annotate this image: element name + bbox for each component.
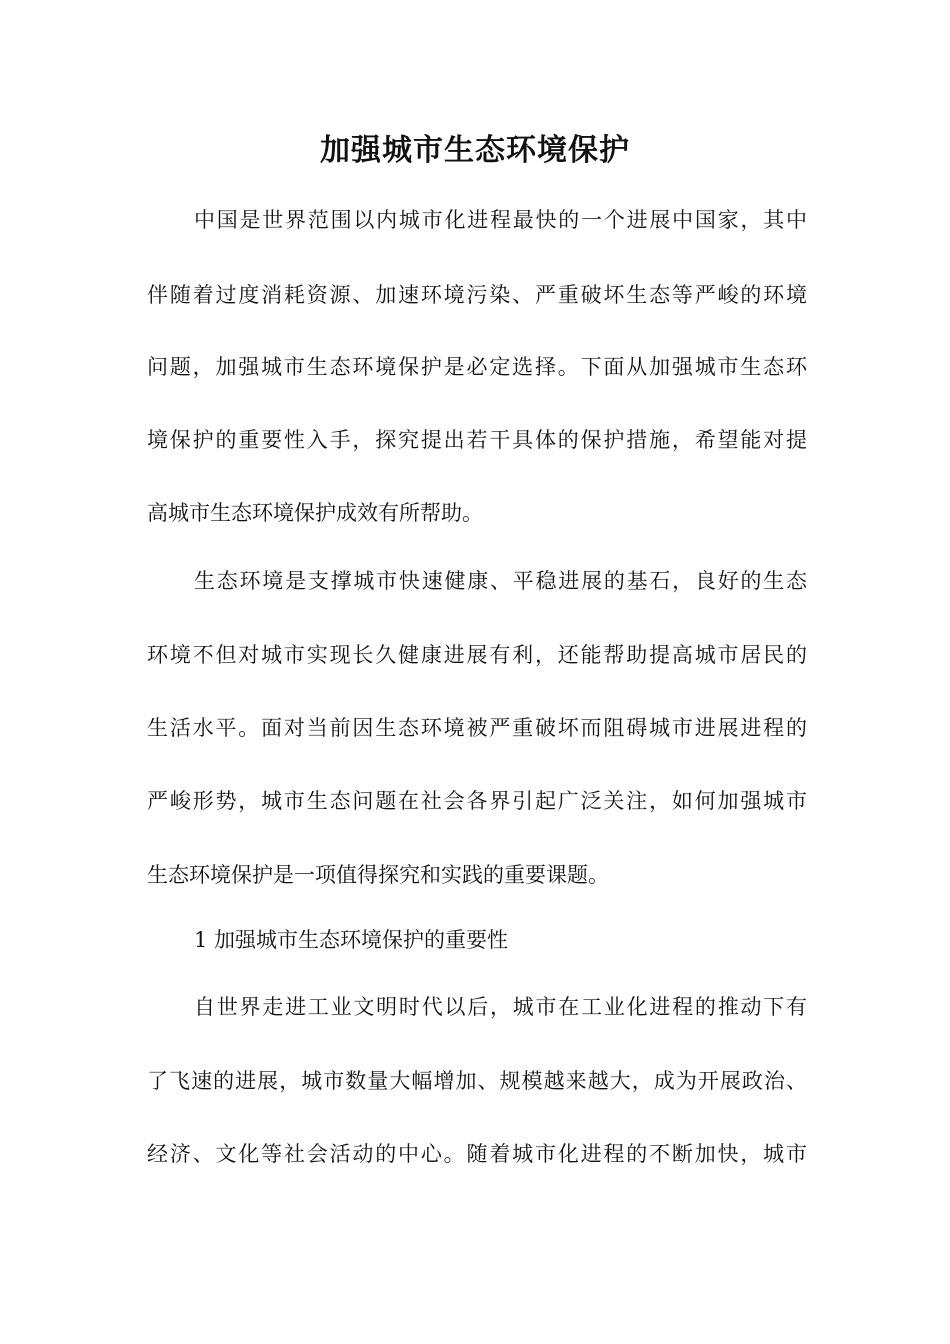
paragraph-2-line-3: 生活水平。面对当前因生态环境被严重破坏而阻碍城市进展进程的 [147, 716, 807, 740]
paragraph-2-line-2: 环境不但对城市实现长久健康进展有利，还能帮助提高城市居民的 [147, 643, 807, 667]
paragraph-2-line-5: 生态环境保护是一项值得探究和实践的重要课题。 [147, 863, 609, 887]
paragraph-1-line-1: 中国是世界范围以内城市化进程最快的一个进展中国家，其中 [194, 208, 807, 232]
paragraph-3-line-3: 经济、文化等社会活动的中心。随着城市化进程的不断加快，城市 [147, 1142, 807, 1166]
paragraph-3-line-1: 自世界走进工业文明时代以后，城市在工业化进程的推动下有 [194, 995, 807, 1019]
section-heading-1: 1 加强城市生态环境保护的重要性 [194, 928, 509, 952]
paragraph-1-line-3: 问题，加强城市生态环境保护是必定选择。下面从加强城市生态环 [147, 355, 807, 379]
paragraph-1-line-2: 伴随着过度消耗资源、加速环境污染、严重破坏生态等严峻的环境 [147, 283, 807, 307]
paragraph-1-line-4: 境保护的重要性入手，探究提出若干具体的保护措施，希望能对提 [147, 428, 807, 452]
paragraph-2-line-4: 严峻形势，城市生态问题在社会各界引起广泛关注，如何加强城市 [147, 789, 807, 813]
paragraph-3-line-2: 了飞速的进展，城市数量大幅增加、规模越来越大，成为开展政治、 [147, 1069, 807, 1093]
document-title: 加强城市生态环境保护 [320, 133, 630, 168]
paragraph-2-line-1: 生态环境是支撑城市快速健康、平稳进展的基石，良好的生态 [194, 569, 807, 593]
paragraph-1-line-5: 高城市生态环境保护成效有所帮助。 [147, 501, 483, 525]
